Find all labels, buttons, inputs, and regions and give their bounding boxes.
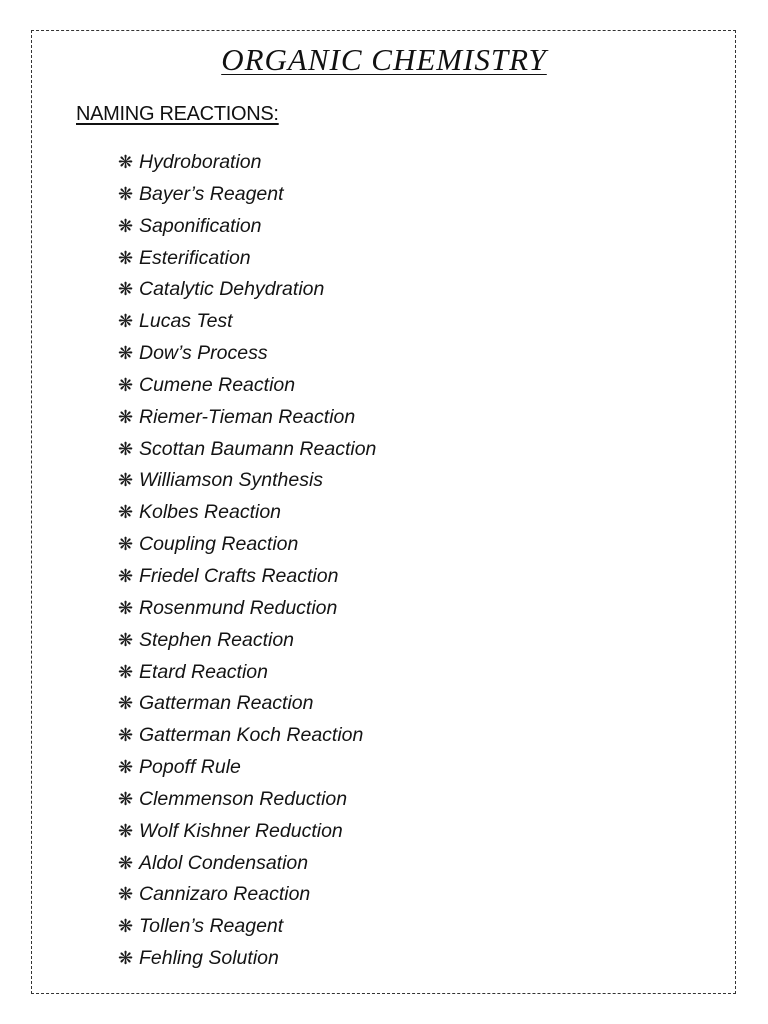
list-item [118,943,376,975]
list-item [118,465,376,497]
reaction-name: Kolbes Reaction [139,501,282,524]
list-item [118,147,376,179]
list-item [118,402,376,434]
list-item [118,211,376,243]
reaction-name: Popoff Rule [139,756,241,779]
reaction-name: Riemer-Tieman Reaction [139,405,356,428]
snowflake-asterisk-icon: ❋ [118,374,134,395]
reaction-name: Hydroboration [139,151,262,173]
snowflake-asterisk-icon: ❋ [118,725,134,746]
reaction-name: Fehling Solution [139,947,279,970]
reaction-name: Tollen’s Reagent [139,915,284,938]
list-item [118,370,376,402]
reaction-name: Bayer’s Reagent [139,182,284,205]
snowflake-asterisk-icon: ❋ [118,948,134,969]
snowflake-asterisk-icon: ❋ [118,152,134,172]
reaction-name: Lucas Test [139,310,233,333]
reaction-name: Etard Reaction [139,660,268,683]
list-item [118,625,376,657]
reaction-name: Rosenmund Reduction [139,596,338,619]
reaction-name: Clemmenson Reduction [139,787,348,810]
reaction-list [118,147,376,975]
snowflake-asterisk-icon: ❋ [118,470,134,491]
reaction-name: Friedel Crafts Reaction [139,564,339,587]
list-item [118,274,376,306]
snowflake-asterisk-icon: ❋ [118,183,134,204]
snowflake-asterisk-icon: ❋ [118,279,134,300]
snowflake-asterisk-icon: ❋ [118,629,134,650]
reaction-name: Aldol Condensation [139,851,309,874]
reaction-name: Catalytic Dehydration [139,278,325,301]
reaction-name: Scottan Baumann Reaction [139,437,377,460]
snowflake-asterisk-icon: ❋ [118,852,134,873]
list-item [118,784,376,816]
reaction-name: Coupling Reaction [139,533,299,556]
list-item [118,497,376,529]
list-item [118,179,376,211]
snowflake-asterisk-icon: ❋ [118,343,134,364]
snowflake-asterisk-icon: ❋ [118,884,134,905]
list-item [118,848,376,880]
reaction-name: Gatterman Reaction [139,692,314,715]
reaction-name: Cumene Reaction [139,373,296,396]
snowflake-asterisk-icon: ❋ [118,788,134,809]
snowflake-asterisk-icon: ❋ [118,215,134,236]
reaction-name: Cannizaro Reaction [139,883,311,906]
snowflake-asterisk-icon: ❋ [118,757,134,778]
list-item [118,529,376,561]
list-item [118,306,376,338]
snowflake-asterisk-icon: ❋ [118,502,134,523]
reaction-name: Wolf Kishner Reduction [139,819,343,842]
reaction-name: Saponification [139,214,262,237]
list-item [118,752,376,784]
list-item [118,879,376,911]
snowflake-asterisk-icon: ❋ [118,661,134,682]
list-item [118,243,376,275]
snowflake-asterisk-icon: ❋ [118,820,134,841]
list-item [118,911,376,943]
snowflake-asterisk-icon: ❋ [118,565,134,586]
list-item [118,593,376,625]
snowflake-asterisk-icon: ❋ [118,438,134,459]
reaction-name: Esterification [139,246,251,269]
list-item [118,816,376,848]
reaction-name: Stephen Reaction [139,628,295,651]
snowflake-asterisk-icon: ❋ [118,406,134,427]
list-item [118,657,376,689]
snowflake-asterisk-icon: ❋ [118,693,134,714]
list-item [118,688,376,720]
list-item [118,561,376,593]
snowflake-asterisk-icon: ❋ [118,247,134,268]
reaction-name: Williamson Synthesis [139,469,324,492]
snowflake-asterisk-icon: ❋ [118,311,134,332]
reaction-name: Gatterman Koch Reaction [139,724,364,747]
page-title: ORGANIC CHEMISTRY [221,42,547,77]
snowflake-asterisk-icon: ❋ [118,534,134,555]
section-heading: NAMING REACTIONS: [76,103,279,125]
snowflake-asterisk-icon: ❋ [118,916,134,937]
reaction-name: Dow’s Process [139,342,268,365]
list-item [118,434,376,466]
list-item [118,338,376,370]
list-item [118,720,376,752]
snowflake-asterisk-icon: ❋ [118,597,134,618]
